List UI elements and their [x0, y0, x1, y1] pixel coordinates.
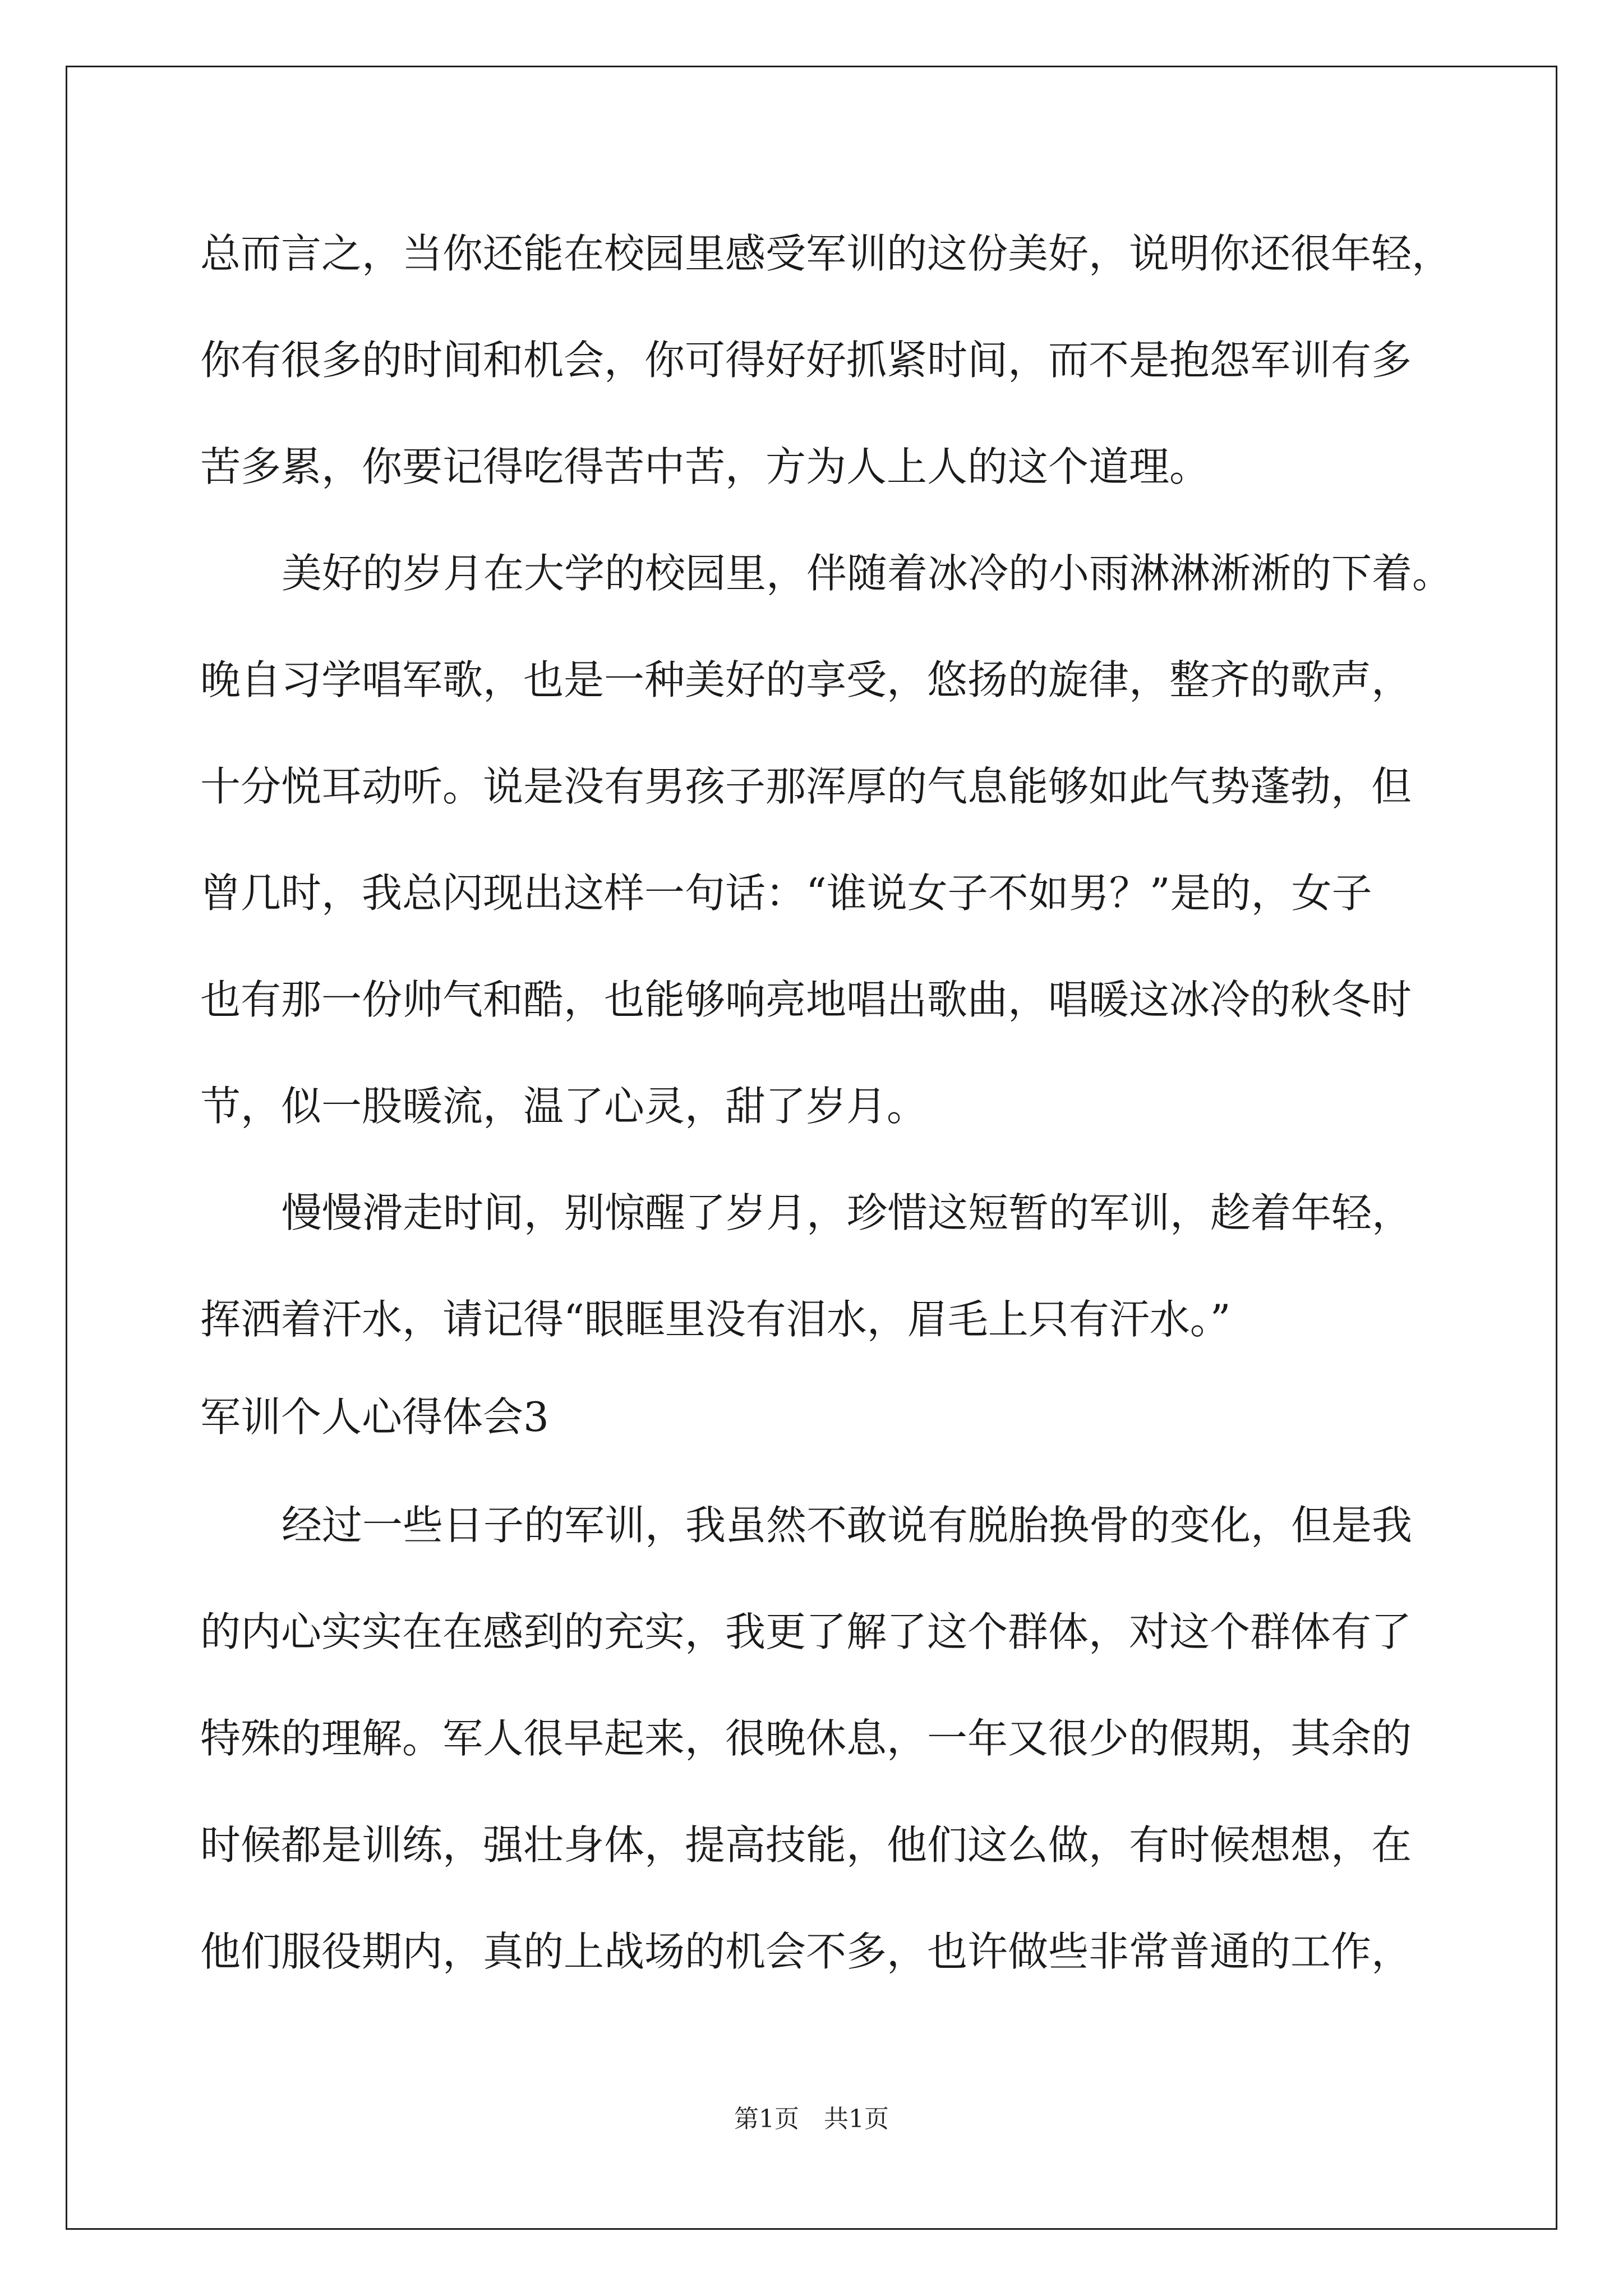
- text-line: 的内心实实在在感到的充实，我更了解了这个群体，对这个群体有了: [200, 1608, 1412, 1655]
- paragraph-start-line: 经过一些日子的军训，我虽然不敢说有脱胎换骨的变化，但是我: [282, 1502, 1413, 1549]
- text-line: 也有那一份帅气和酷，也能够响亮地唱出歌曲，唱暖这冰冷的秋冬时: [200, 976, 1412, 1023]
- text-line: 他们服役期内，真的上战场的机会不多，也许做些非常普通的工作，: [200, 1928, 1412, 1975]
- text-line: 时候都是训练，强壮身体，提高技能，他们这么做，有时候想想，在: [200, 1821, 1412, 1869]
- paragraph-start-line: 慢慢滑走时间，别惊醒了岁月，珍惜这短暂的军训，趁着年轻，: [282, 1189, 1413, 1236]
- text-line: 晚自习学唱军歌，也是一种美好的享受，悠扬的旋律，整齐的歌声，: [200, 656, 1412, 703]
- text-line: 你有很多的时间和机会，你可得好好抓紧时间，而不是抱怨军训有多: [200, 337, 1412, 384]
- text-line: 曾几时，我总闪现出这样一句话：“谁说女子不如男？”是的，女子: [200, 869, 1372, 917]
- page-footer: 第1页 共1页: [734, 2105, 889, 2133]
- text-line: 十分悦耳动听。说是没有男孩子那浑厚的气息能够如此气势蓬勃，但: [200, 763, 1412, 810]
- paragraph-start-line: 美好的岁月在大学的校园里，伴随着冰冷的小雨淋淋淅淅的下着。: [282, 550, 1453, 597]
- text-line: 特殊的理解。军人很早起来，很晚休息，一年又很少的假期，其余的: [200, 1715, 1412, 1762]
- text-line: 苦多累，你要记得吃得苦中苦，方为人上人的这个道理。: [200, 443, 1210, 490]
- text-line: 节，似一股暖流，温了心灵，甜了岁月。: [200, 1083, 928, 1130]
- page-border: [66, 66, 1557, 2230]
- text-line: 总而言之，当你还能在校园里感受军训的这份美好，说明你还很年轻，: [200, 230, 1453, 277]
- section-heading: 军训个人心得体会3: [200, 1393, 549, 1441]
- text-line: 挥洒着汗水，请记得“眼眶里没有泪水，眉毛上只有汗水。”: [200, 1296, 1231, 1343]
